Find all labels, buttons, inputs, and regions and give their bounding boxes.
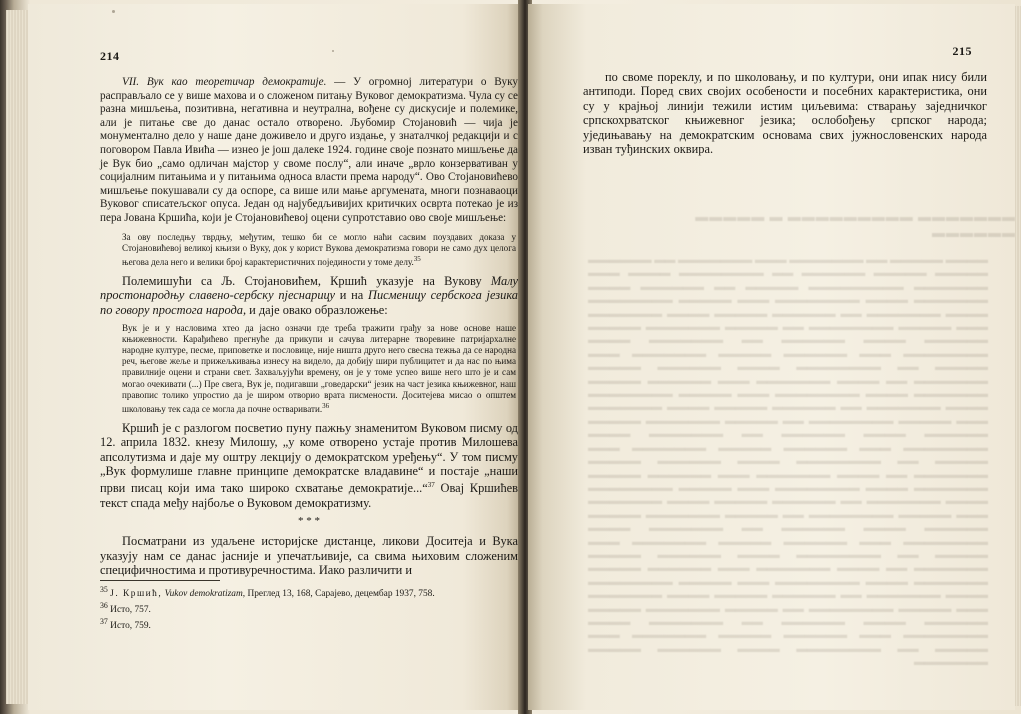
- right-page: [528, 4, 1015, 710]
- footnote-35-author: Ј. Кршић,: [110, 588, 163, 599]
- footnote-35-number: 35: [100, 584, 108, 594]
- block-quote-1-text: За ову последњу тврдњу, међутим, тешко би се могло наћи сасвим поуздавих доказа у Стојановићевој великој књизи о Вуку, док у корист Вукова демократизма говори не само дух целога његова дела него и велики број карактеристичних појединости у томе делу.: [122, 231, 516, 267]
- footnote-36: [100, 600, 518, 616]
- paragraph-2-start: Полемишући са Љ. Стојановићем, Кршић указује на Вукову: [122, 273, 491, 288]
- footnote-ref-35: 35: [413, 254, 421, 263]
- paper-speck: [112, 10, 115, 13]
- footnote-ref-36: 36: [322, 401, 330, 410]
- page-number-left: 214: [100, 49, 120, 63]
- block-quote-2: [100, 323, 518, 415]
- footnote-ref-37: 37: [427, 481, 435, 490]
- footnote-35-rest: Преглед 13, 168, Сарајево, децембар 1937, 758.: [245, 588, 435, 599]
- paragraph-3-end: Овај Кршићев текст спада међу најбоље о Вуковом демократизму.: [100, 481, 518, 510]
- right-paragraph-1: по своме пореклу, и по школовању, и по култури, они ипак нису били антиподи. Поред свих својих особености и посебних карактеристика, они су у крајњој линији тежили истим циљевима: стварању заједничког српскохрватског књижевног језика; ослобођењу српског народа; уједињавању на демократским основама свих јужнословенских народа изван туђинских оквира.: [583, 70, 987, 157]
- section-body: — У огромној литератури о Вуку расправљало се у више махова и о сложеном питању Вуковог демократизма. Чула су се разна мишљења, позитивна, негативна и неутрална, вођене су дискусије и полемике, али је питање све до данас остало отворено. Љубомир Стојановић — чија је монументално дело у наше дане доживело и друго издање, у знаталчкој редакцији и с поговором Павла Ивића — изнео је још далеке 1924. године своје познато мишљење да је Вук био „само одличан мајстор у своме послу“, али иначе „врло конзервативан у социјалним питањима и у питањима односа власти према народу“. Ово Стојановићево мишљење покушавали су да оспоре, са више или мање аргумената, многи познаваоци Вуковог списатељског опуса. Један од најубедљивијих критичких осврта потекао је из пера Јована Кршића, који је Стојановићевој оцени супротставио ово своје мишљење:: [100, 76, 518, 224]
- footnote-35-title: Vukov demokratizam,: [164, 588, 246, 599]
- footnote-36-rest: Исто, 757.: [110, 604, 151, 615]
- footnotes: [100, 584, 518, 632]
- left-page-text: [100, 76, 518, 632]
- footnote-35: [100, 584, 518, 600]
- book-title-pismenica: Писменицу сербскога језика по говору простога народа,: [100, 288, 519, 317]
- page-edges-right: [1015, 6, 1021, 706]
- footnote-37: [100, 616, 518, 632]
- footnote-rule: [100, 580, 220, 581]
- page-edges-left: [6, 10, 28, 704]
- show-through-title: ▬▬▬▬▬▬▬ ▬▬▬▬▬▬▬▬▬ ▬ ▬▬▬▬▬ ▬▬▬▬▬▬: [694, 209, 1015, 240]
- footnote-37-number: 37: [100, 616, 108, 626]
- block-quote-1: [100, 232, 518, 268]
- paragraph-4: Посматрани из удаљене историјске дистанце, ликови Доситеја и Вука указују нам се данас јасније и упечатљивије, са свима њиховим сложеним специфичностима и противуречностима. Иако различити и: [100, 534, 518, 578]
- paragraph-3-text: Кршић је с разлогом посветио пуну пажњу знаменитом Вуковом писму од 12. априла 1832. кнезу Милошу, „у коме отворено устаје против Милошева апсолутизма и даје му оштру лекцију о демократском уређењу“. У том писму „Вук формулише главне принципе демократске владавине“ и постаје „наши први писац који има тако широко схватање демократије...“: [100, 420, 518, 496]
- section-separator-stars: * * *: [298, 515, 320, 528]
- right-page-text: [583, 70, 987, 156]
- footnote-36-number: 36: [100, 600, 108, 610]
- paper-speck: [332, 50, 334, 52]
- paragraph-2: [100, 274, 518, 317]
- paragraph-3: [100, 421, 518, 511]
- footnote-37-rest: Исто, 759.: [110, 621, 151, 631]
- section-heading: VII. Вук као теоретичар демократије.: [122, 76, 327, 88]
- left-page: [28, 4, 522, 710]
- show-through-text: ▬▬▬▬ ▬▬▬▬▬ ▬▬ ▬▬▬▬▬▬▬ ▬▬▬ ▬▬▬▬▬▬▬ ▬▬ ▬▬▬▬▬▬ ▬▬▬▬▬ ▬▬▬▬▬ ▬▬▬▬▬▬ ▬▬ ▬▬▬▬▬▬▬▬ ▬▬▬▬ ▬▬▬ ▬▬▬▬▬▬▬ ▬▬▬▬▬▬▬▬▬ ▬▬▬▬▬ ▬▬ ▬▬▬▬▬▬ ▬▬▬▬ ▬▬▬▬▬▬▬ ▬▬▬▬ ▬▬▬▬▬▬▬▬ ▬▬▬ ▬▬▬▬▬ ▬▬▬▬▬▬▬▬ ▬▬▬▬ ▬▬▬▬▬▬▬ ▬▬ ▬▬▬▬▬▬ ▬▬▬▬▬ ▬▬▬▬ ▬▬▬▬▬▬▬ ▬▬▬ ▬▬▬▬▬ ▬▬▬▬▬▬▬▬ ▬▬ ▬▬▬▬▬ ▬▬▬▬▬▬▬ ▬▬▬▬▬ ▬▬▬▬▬▬ ▬▬▬▬ ▬▬▬▬▬▬ ▬▬ ▬▬▬▬▬▬▬ ▬▬▬▬ ▬▬▬▬▬▬▬▬ ▬▬▬ ▬▬▬▬▬▬ ▬▬▬▬▬ ▬▬▬▬▬▬▬ ▬▬▬ ▬▬▬▬▬ ▬▬ ▬▬▬▬▬▬▬▬ ▬▬▬▬ ▬▬▬▬▬▬ ▬▬▬▬▬ ▬▬▬▬▬▬▬ ▬▬ ▬▬▬▬ ▬▬▬▬▬▬▬ ▬▬▬ ▬▬▬▬▬▬ ▬▬▬▬▬ ▬▬▬▬▬▬▬ ▬▬▬▬ ▬▬▬▬▬▬▬▬ ▬▬▬ ▬▬▬▬▬ ▬▬▬▬▬▬▬▬ ▬▬▬▬ ▬▬▬▬▬▬▬ ▬▬ ▬▬▬▬▬▬ ▬▬▬▬▬ ▬▬▬▬ ▬▬▬▬▬▬▬ ▬▬▬ ▬▬▬▬▬ ▬▬▬▬▬▬▬▬ ▬▬ ▬▬▬▬▬ ▬▬▬▬▬▬▬ ▬▬▬▬▬ ▬▬▬▬▬▬ ▬▬▬▬ ▬▬▬▬▬▬ ▬▬ ▬▬▬▬▬▬▬ ▬▬▬▬ ▬▬▬▬▬▬▬▬ ▬▬▬ ▬▬▬▬▬▬ ▬▬▬▬▬ ▬▬▬▬▬▬▬ ▬▬▬ ▬▬▬▬▬ ▬▬ ▬▬▬▬▬▬▬▬ ▬▬▬▬ ▬▬▬▬▬▬ ▬▬▬▬▬ ▬▬▬▬▬▬▬ ▬▬ ▬▬▬▬ ▬▬▬▬▬▬▬ ▬▬▬ ▬▬▬▬▬▬ ▬▬▬▬▬ ▬▬▬▬▬▬▬ ▬▬▬▬ ▬▬▬▬▬▬▬▬ ▬▬▬ ▬▬▬▬▬ ▬▬▬▬▬▬▬▬ ▬▬▬▬ ▬▬▬▬▬▬▬ ▬▬ ▬▬▬▬▬▬ ▬▬▬▬▬ ▬▬▬▬ ▬▬▬▬▬▬▬ ▬▬▬ ▬▬▬▬▬ ▬▬▬▬▬▬▬▬ ▬▬ ▬▬▬▬▬ ▬▬▬▬▬▬▬ ▬▬▬▬▬ ▬▬▬▬▬▬ ▬▬▬▬ ▬▬▬▬▬▬ ▬▬ ▬▬▬▬▬▬▬ ▬▬▬▬ ▬▬▬▬▬▬▬▬ ▬▬▬ ▬▬▬▬▬▬ ▬▬▬▬▬ ▬▬▬▬▬▬▬ ▬▬▬ ▬▬▬▬▬ ▬▬ ▬▬▬▬▬▬▬▬ ▬▬▬▬ ▬▬▬▬▬▬ ▬▬▬▬▬ ▬▬▬▬▬▬▬ ▬▬ ▬▬▬▬ ▬▬▬▬▬▬▬ ▬▬▬ ▬▬▬▬▬▬ ▬▬▬▬▬ ▬▬▬▬▬▬▬ ▬▬▬▬ ▬▬▬▬▬▬▬▬ ▬▬▬ ▬▬▬▬▬ ▬▬▬▬▬▬▬▬ ▬▬▬▬ ▬▬▬▬▬▬▬ ▬▬ ▬▬▬▬▬▬ ▬▬▬▬▬ ▬▬▬▬ ▬▬▬▬▬▬▬ ▬▬▬ ▬▬▬▬▬ ▬▬▬▬▬▬▬▬ ▬▬ ▬▬▬▬▬ ▬▬▬▬▬▬▬ ▬▬▬▬▬ ▬▬▬▬▬▬ ▬▬▬▬ ▬▬▬▬▬▬ ▬▬ ▬▬▬▬▬▬▬ ▬▬▬▬ ▬▬▬▬▬▬▬▬ ▬▬▬ ▬▬▬▬▬▬ ▬▬▬▬▬ ▬▬▬▬▬▬▬ ▬▬▬ ▬▬▬▬▬ ▬▬ ▬▬▬▬▬▬▬▬ ▬▬▬▬ ▬▬▬▬▬▬ ▬▬▬▬▬ ▬▬▬▬▬▬▬: [588, 255, 988, 669]
- book-title-pjesnarica: Малу простонародњу славено-сербску пјеснарицу: [100, 273, 518, 303]
- block-quote-2-text: Вук је и у насловима хтео да јасно означи где треба тражити грађу за нове основе наше књижевности. Карађићево прегнуће да прикупи и сачува литерарне творевине патријархалне народне културе, песме, приповетке и пословице, није ништа друго него свесна тежња да се народна реч, његове жеље и прижељкивања изнесу на видело, да добију шири публицитет и да нас по њима правилније оцени и страни свет. Захваљујући времену, он је у томе успео више него што је и сам могао очекивати (...) Пре свега, Вук је, подигавши „говедарски“ језик на част језика књижевног, наш правопис толико упростио да је широм отворио врата писмености. Доситејева мисао о општем школовању тек сада се могла да почне остваривати.: [122, 323, 516, 414]
- page-number-right: 215: [952, 44, 972, 58]
- paragraph-2-mid: и на: [335, 288, 368, 303]
- paragraph-2-end: и даје овако образложење:: [246, 302, 388, 317]
- section-paragraph: [100, 76, 518, 226]
